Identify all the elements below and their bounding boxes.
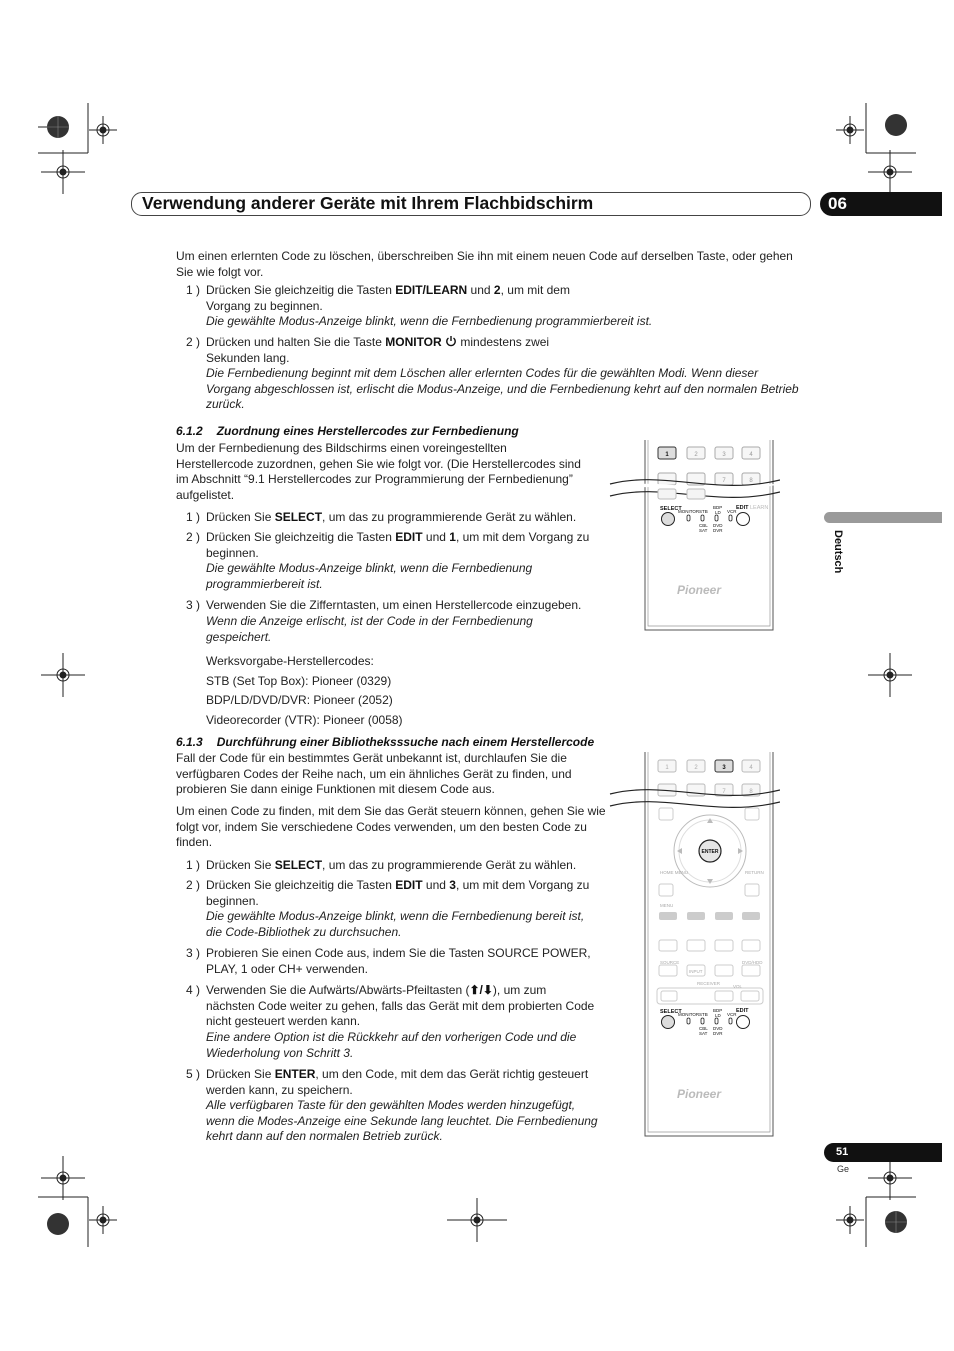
svg-text:DVR: DVR (713, 1031, 723, 1036)
s613-step-2: 2 ) Drücken Sie gleichzeitig die Tasten EDIT und 3, um mit dem Vorgang zu beginnen. (186, 878, 590, 908)
svg-text:SAT: SAT (699, 528, 708, 533)
svg-text:4: 4 (749, 765, 753, 771)
s613-step-5: 5 ) Drücken Sie ENTER, um den Code, mit dem das Gerät richtig gesteuert werden kann, zu speichern. (186, 1067, 589, 1097)
page-title: Verwendung anderer Geräte mit Ihrem Flachbidschirm (142, 193, 594, 213)
section-613-intro-2: Um einen Code zu finden, mit dem Sie das Gerät steuern können, gehen Sie wie folgt vor, indem Sie verschiedene Codes verwenden, um den besten Code zu finden. (176, 804, 606, 850)
svg-text:MONITOR: MONITOR (678, 509, 700, 514)
svg-text:8: 8 (749, 789, 753, 795)
svg-text:4: 4 (749, 452, 753, 458)
s612-step-1: 1 ) Drücken Sie SELECT, um das zu programmierende Gerät zu wählen. (186, 510, 577, 524)
svg-text:LEARN: LEARN (750, 505, 769, 511)
svg-text:SELECT: SELECT (660, 1009, 682, 1015)
svg-text:RETURN: RETURN (745, 870, 764, 875)
remote1-key-1: 1 (665, 452, 669, 458)
svg-text:LD: LD (715, 1013, 721, 1018)
svg-text:MONITOR: MONITOR (678, 1012, 700, 1017)
svg-text:VOL: VOL (733, 984, 743, 989)
power-icon (445, 335, 457, 347)
up-down-arrows-icon: ⬆/⬇ (469, 983, 493, 997)
svg-text:DVR: DVR (713, 528, 723, 533)
svg-text:STB: STB (699, 1012, 708, 1017)
svg-text:MENU: MENU (660, 903, 674, 908)
svg-text:DVD: DVD (713, 1026, 723, 1031)
svg-text:7: 7 (722, 478, 726, 484)
intro-step-1-note: Die gewählte Modus-Anzeige blinkt, wenn die Fernbedienung programmierbereit ist. (206, 314, 653, 328)
svg-text:BDP: BDP (713, 1008, 723, 1013)
svg-text:HOME MENU: HOME MENU (660, 870, 688, 875)
chapter-number: 06 (820, 192, 942, 216)
svg-text:8: 8 (749, 478, 753, 484)
language-label: Deutsch (832, 530, 844, 574)
svg-text:VCR: VCR (727, 1012, 737, 1017)
section-612-heading: 6.1.2 Zuordnung eines Herstellercodes zur Fernbedienung (176, 424, 519, 438)
svg-text:LD: LD (715, 510, 721, 515)
s612-step-3-note: Wenn die Anzeige erlischt, ist der Code in der Fernbedienung gespeichert. (206, 614, 533, 644)
pioneer-logo-2: Pioneer (677, 1087, 722, 1101)
section-613-heading: 6.1.3 Durchführung einer Bibliotheksssuche nach einem Herstellercode (176, 735, 595, 749)
svg-text:1: 1 (665, 765, 669, 771)
s613-step-4: 4 ) Verwenden Sie die Aufwärts/Abwärts-Pfeiltasten (⬆/⬇), um zum nächsten Code weiter zu gehen, falls das Gerät mit dem probierten Code nicht gesteuert werden kann. (186, 983, 595, 1029)
intro-step-2-note: Die Fernbedienung beginnt mit dem Löschen aller erlernten Codes für die gewählten Modi. Wenn dieser Vorgang abgeschlossen ist, erlischt die Modus-Anzeige, und die Fernbedienung kehrt auf den normalen Betrieb zurück. (206, 366, 799, 412)
svg-text:DVD/HDD: DVD/HDD (742, 960, 763, 965)
pioneer-logo: Pioneer (677, 583, 722, 597)
svg-text:RECEIVER: RECEIVER (697, 981, 721, 986)
svg-text:DVD: DVD (713, 523, 723, 528)
svg-text:CBL: CBL (699, 1026, 708, 1031)
svg-text:7: 7 (722, 789, 726, 795)
s613-step-4-note: Eine andere Option ist die Rückkehr auf den vorherigen Code und die Wiederholung von Schritt 3. (206, 1030, 577, 1060)
s613-step-1: 1 ) Drücken Sie SELECT, um das zu programmierende Gerät zu wählen. (186, 858, 577, 872)
s613-step-3: 3 ) Probieren Sie einen Code aus, indem Sie die Tasten SOURCE POWER, PLAY, 1 oder CH+ verwenden. (186, 946, 591, 976)
remote-illustration-1 (605, 440, 780, 635)
svg-text:ENTER: ENTER (701, 849, 719, 855)
remote2-key-3: 3 (722, 765, 726, 771)
intro-step-2: 2 ) Drücken und halten Sie die Taste MONITOR mindestens zwei Sekunden lang. (186, 335, 550, 365)
factory-defaults: Werksvorgabe-Herstellercodes: STB (Set Top Box): Pioneer (0329) BDP/LD/DVD/DVR: Pioneer (2052) Videorecorder (VTR): Pioneer (0058) (206, 654, 403, 727)
svg-text:BDP: BDP (713, 505, 723, 510)
svg-text:3: 3 (722, 452, 726, 458)
svg-text:EDIT: EDIT (736, 505, 749, 511)
remote-illustration-2 (605, 752, 780, 1138)
svg-text:CBL: CBL (699, 523, 708, 528)
svg-text:SAT: SAT (699, 1031, 708, 1036)
svg-text:INPUT: INPUT (689, 969, 703, 974)
page-number: 51 (824, 1143, 942, 1162)
language-tab (824, 512, 942, 523)
s613-step-2-note: Die gewählte Modus-Anzeige blinkt, wenn die Fernbedienung bereit ist, die Code-Bibliothek zu durchsuchen. (206, 909, 585, 939)
s612-step-3: 3 ) Verwenden Sie die Zifferntasten, um einen Herstellercode einzugeben. (186, 598, 582, 612)
svg-text:STB: STB (699, 509, 708, 514)
page-lang-code: Ge (837, 1164, 850, 1174)
s613-step-5-note: Alle verfügbaren Taste für den gewählten Modes werden hinzugefügt, wenn die Modes-Anzeige eine Sekunde lang leuchtet. Die Fernbedienung kehrt dann auf den normalen Betrieb zurück. (206, 1098, 598, 1144)
svg-text:EDIT: EDIT (736, 1008, 749, 1014)
section-613-intro-1: Fall der Code für ein bestimmtes Gerät unbekannt ist, durchlaufen Sie die verfügbaren Codes der Reihe nach, um ein ähnliches Gerät zu finden, und probieren Sie dann einige Funktionen mit diesem Code aus. (176, 751, 572, 797)
section-612-intro: Um der Fernbedienung des Bildschirms einen voreingestellten Herstellercode zuzordnen, gehen Sie wie folgt vor. (Die Herstellercodes sind im Abschnitt “9.1 Herstellercodes zur Programmierung der Fernbedienung” aufgelistet. (176, 441, 581, 502)
svg-text:2: 2 (694, 452, 698, 458)
svg-text:SOURCE: SOURCE (660, 960, 680, 965)
svg-text:SELECT: SELECT (660, 506, 682, 512)
intro-paragraph: Um einen erlernten Code zu löschen, überschreiben Sie ihn mit einem neuen Code auf derselben Taste, oder gehen Sie wie folgt vor. (176, 249, 793, 279)
s612-step-2-note: Die gewählte Modus-Anzeige blinkt, wenn die Fernbedienung programmierbereit ist. (206, 561, 533, 591)
svg-text:2: 2 (694, 765, 698, 771)
s612-step-2: 2 ) Drücken Sie gleichzeitig die Tasten EDIT und 1, um mit dem Vorgang zu beginnen. (186, 530, 590, 560)
intro-step-1: 1 ) Drücken Sie gleichzeitig die Tasten EDIT/LEARN und 2, um mit dem Vorgang zu beginnen. (186, 283, 570, 313)
svg-text:VCR: VCR (727, 509, 737, 514)
